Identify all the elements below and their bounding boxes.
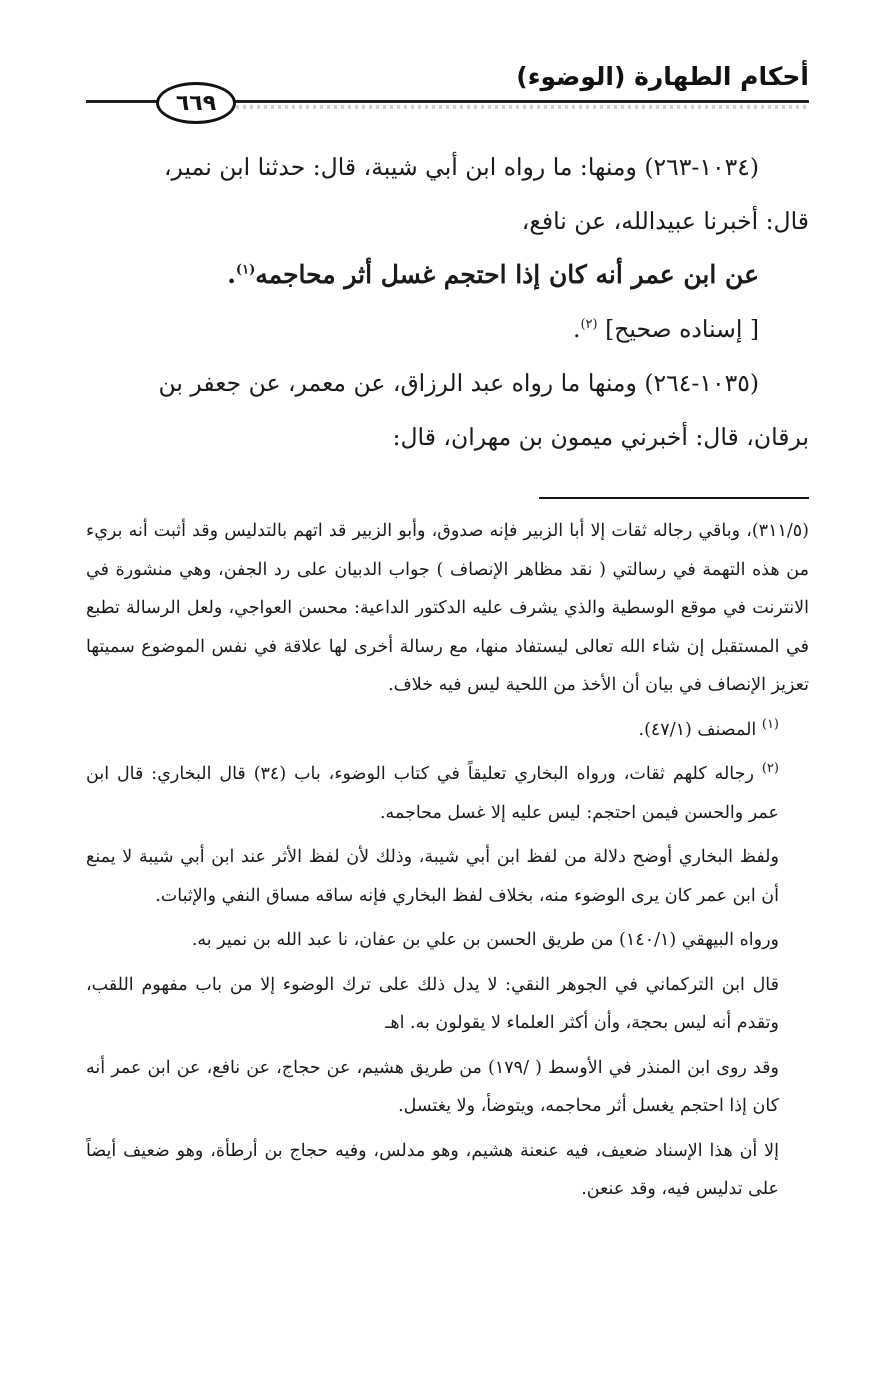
note-line: لا يمنع أن ابن عمر كان يرى الوضوء منه، بخلاف لفظ البخاري فإنه ساقه مساق النفي والإثبات. <box>86 847 779 906</box>
footnote-1 <box>86 711 809 750</box>
note-line: عن ابن عمر أنه كان إذا احتجم يغسل أثر محاجمه، ويتوضأ، ولا يغتسل. <box>86 1057 779 1116</box>
text-line: (١٠٣٤-٢٦٣) ومنها: ما رواه ابن أبي شيبة، قال: حدثنا ابن نمير، <box>163 153 759 181</box>
note-line: أثبت أنه بريء من هذه التهمة في رسالتي ( نقد مظاهر الإنصاف ) جواب الدبيان على رد <box>86 521 809 580</box>
punctuation: . <box>572 315 581 343</box>
header-rule-texture <box>236 105 809 109</box>
footnote-ref: (٢) <box>580 317 598 333</box>
note-line: البخاري: قال ابن عمر والحسن فيمن احتجم: ليس عليه إلا غسل محاجمه. <box>86 764 779 823</box>
book-title: أحكام الطهارة (الوضوء) <box>516 62 809 91</box>
footnote-paragraph <box>86 838 809 915</box>
note-line: ضعيف أيضاً على تدليس فيه، وقد عنعن. <box>86 1140 779 1199</box>
note-line: وقد روى ابن المنذر في الأوسط ( /١٧٩) من طريق هشيم، عن حجاج، عن نافع، <box>206 1057 779 1078</box>
note-line: إلا أن هذا الإسناد ضعيف، فيه عنعنة هشيم، وهو مدلس، وفيه حجاج بن أرطأة، وهو <box>176 1140 779 1161</box>
text-line: (١٠٣٥-٢٦٤) ومنها ما رواه عبد الرزاق، عن معمر، عن جعفر بن <box>158 369 759 397</box>
note-line: ورواه البيهقي (١٤٠/١) من طريق الحسن بن علي بن عفان، نا عبد الله بن نمير به. <box>191 930 779 950</box>
footnote-paragraph <box>86 1049 809 1126</box>
grading-line <box>86 302 809 356</box>
punctuation: . <box>227 260 236 289</box>
footnote-number: (١) <box>761 716 779 732</box>
footnotes <box>86 512 809 1215</box>
text-line: قال: أخبرنا عبيدالله، عن نافع، <box>521 207 809 235</box>
footnote-number: (٢) <box>761 761 779 777</box>
footnote-paragraph <box>86 921 809 960</box>
grading: [ إسناده صحيح] <box>605 315 759 343</box>
note-line: المصنف (٤٧/١). <box>638 719 757 740</box>
note-line: قال ابن التركماني في الجوهر النقي: لا يدل ذلك على ترك الوضوء إلا من باب مفهوم <box>141 974 779 995</box>
note-line: رجاله كلهم ثقات، ورواه البخاري تعليقاً في كتاب الوضوء، باب (٣٤) قال <box>219 764 754 784</box>
main-text <box>86 140 809 464</box>
footnote-paragraph <box>86 966 809 1043</box>
note-line: ولفظ البخاري أوضح دلالة من لفظ ابن أبي شيبة، وذلك لأن لفظ الأثر عند ابن أبي شيبة <box>138 847 779 867</box>
hadith-matn: عن ابن عمر أنه كان إذا احتجم غسل أثر محاجمه <box>255 260 759 289</box>
note-line: الجفن، وهي منشورة في الانترنت في موقع الوسطية والذي يشرف عليه الدكتور الداعية: <box>86 559 809 618</box>
hadith-text <box>86 248 809 302</box>
note-line: محسن العواجي، ولعل الرسالة تطبع في المستقبل إن شاء الله تعالى ليستفاد منها، مع رسالة <box>86 598 809 657</box>
note-line: خلاف. <box>388 675 434 695</box>
page-header <box>86 56 809 126</box>
note-line: (٣١١/٥)، وباقي رجاله ثقات إلا أبا الزبير فإنه صدوق، وأبو الزبير قد اتهم بالتدليس وقد <box>192 521 809 541</box>
page-number-badge <box>156 82 236 124</box>
footnote-2 <box>86 755 809 832</box>
text-line: برقان، قال: أخبرني ميمون بن مهران، قال: <box>392 423 809 451</box>
footnote-ref: (١) <box>235 262 256 278</box>
page-number: ٦٦٩ <box>175 90 217 116</box>
footnote-paragraph <box>86 1132 809 1209</box>
footnote-separator <box>539 497 809 499</box>
note-line: أخرى لها علاقة في نفس الموضوع سميتها تعزيز الإنصاف في بيان أن الأخذ من اللحية ليس فيه <box>86 636 809 695</box>
note-line: اللقب، وتقدم أنه ليس بحجة، وأن أكثر العلماء لا يقولون به. اهـ <box>86 974 779 1033</box>
footnote-continuation <box>86 512 809 705</box>
